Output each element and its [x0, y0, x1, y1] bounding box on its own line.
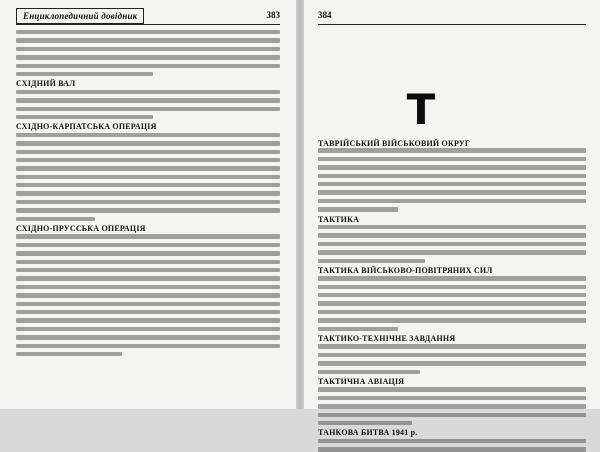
right-running-head — [318, 8, 586, 22]
entry-headword: СХІДНИЙ ВАЛ — [16, 79, 76, 89]
left-column — [16, 30, 280, 401]
section-letter: Т — [406, 85, 436, 134]
entry-body — [318, 344, 586, 374]
entry-body — [16, 30, 280, 76]
entry-taktyka-vps — [318, 267, 586, 331]
running-title: Енциклопедичний довідник — [16, 8, 144, 24]
entry-aviatsiia — [318, 378, 586, 425]
entry-headword: ТАКТИКА ВІЙСЬКОВО-ПОВІТРЯНИХ СИЛ — [318, 265, 493, 275]
page-number-right: 384 — [318, 10, 332, 20]
entry-tekhn-zavdannia — [318, 335, 586, 374]
entry-body — [318, 276, 586, 331]
left-page — [0, 0, 296, 409]
entry-body — [16, 234, 280, 356]
entry-body — [16, 90, 280, 120]
entry-headword: ТАКТИКА — [318, 214, 360, 224]
entry-body — [318, 225, 586, 263]
entry-headword: ТАНКОВА БИТВА 1941 р. — [318, 428, 418, 438]
header-rule-left — [16, 24, 280, 25]
entry-continuation — [16, 30, 280, 76]
entry-body — [318, 148, 586, 211]
entry-body — [318, 439, 586, 452]
entry-body — [16, 133, 280, 221]
section-letter-block — [396, 85, 446, 134]
entry-body — [318, 387, 586, 425]
header-rule-right — [318, 24, 586, 25]
entry-headword: ТАВРІЙСЬКИЙ ВІЙСЬКОВИЙ ОКРУГ — [318, 139, 471, 148]
entry-headword: ТАКТИЧНА АВІАЦІЯ — [318, 377, 405, 386]
entry-headword: СХІДНО-КАРПАТСЬКА ОПЕРАЦІЯ — [16, 122, 157, 132]
page-number-left: 383 — [266, 10, 280, 20]
entry-skhidnyi-val — [16, 80, 280, 119]
left-running-head — [16, 8, 280, 22]
right-page — [304, 0, 600, 438]
entry-tankova — [318, 429, 586, 451]
entry-headword: ТАКТИКО-ТЕХНІЧНЕ ЗАВДАННЯ — [318, 334, 456, 344]
right-column — [318, 139, 586, 438]
entry-taktyka — [318, 216, 586, 263]
entry-karpatska — [16, 123, 280, 221]
book-gutter — [296, 0, 304, 409]
entry-headword: СХІДНО-ПРУССЬКА ОПЕРАЦІЯ — [16, 224, 146, 234]
entry-prusska — [16, 225, 280, 356]
entry-tavriiskyi — [318, 140, 586, 212]
